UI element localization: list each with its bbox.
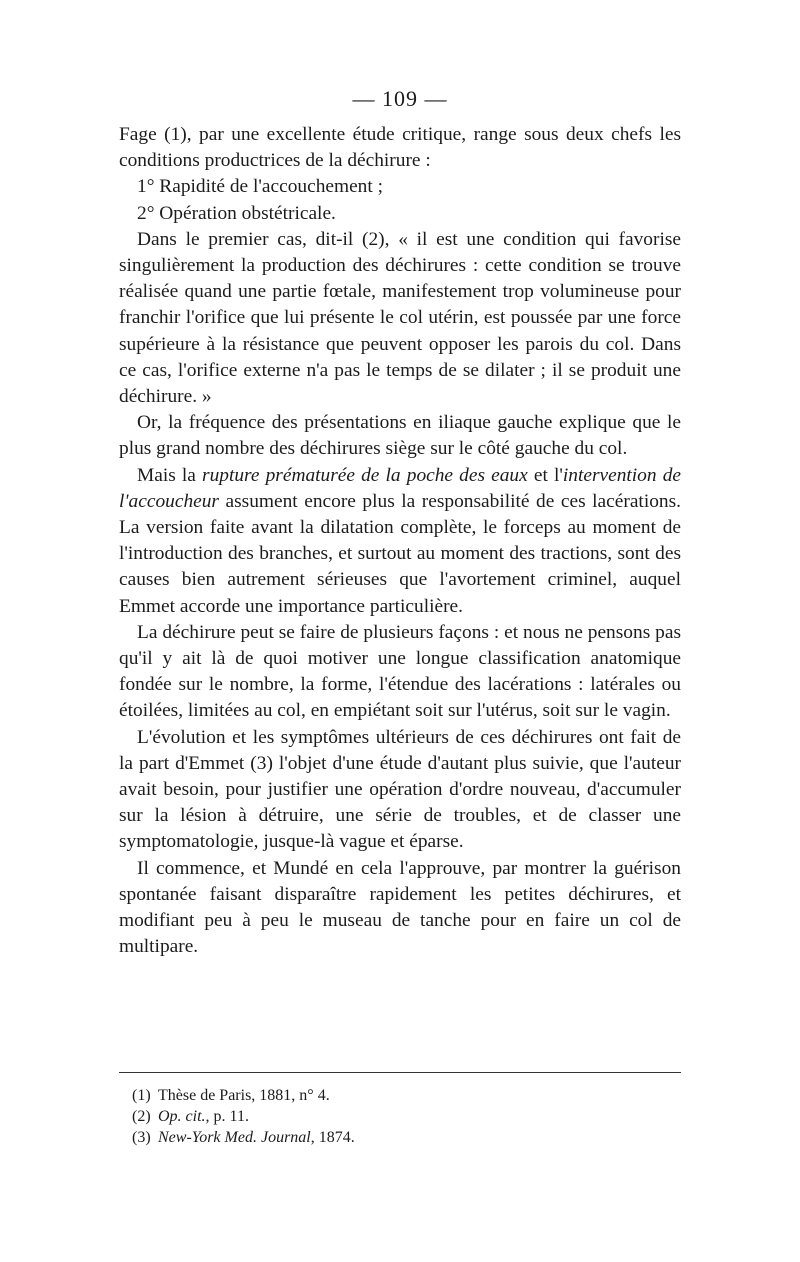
body-text: [119, 122, 681, 961]
text-run: et l': [527, 464, 563, 486]
footnote-text: , p. 11.: [205, 1108, 249, 1125]
footnote-divider: [119, 1072, 681, 1073]
text-run: assument encore plus la responsabilité de ces lacérations. La version faite avant la dilatation complète, le forceps au moment de l'introduction des branches, et surtout au moment des tractions, sont des causes bien autrement sérieuses que l'avortement criminel, auquel Emmet accorde une importance particulière.: [119, 490, 681, 617]
footnote: [132, 1127, 672, 1148]
footnote-label: (2): [132, 1108, 151, 1125]
footnote-italic: Op. cit.: [158, 1108, 206, 1125]
italic-run: rupture prématurée de la poche des eaux: [202, 464, 528, 486]
footnote-text: , 1874.: [310, 1129, 355, 1146]
footnote-label: (1): [132, 1087, 151, 1104]
paragraph-rupture: [119, 463, 681, 620]
footnotes: [132, 1085, 672, 1148]
paragraph-intro: Fage (1), par une excellente étude critique, range sous deux chefs les conditions productrices de la déchirure :: [119, 124, 681, 172]
paragraph-healing: Il commence, et Mundé en cela l'approuve, par montrer la guérison spontanée faisant disparaître rapidement les petites déchirures, et modifiant peu à peu le museau de tanche pour en faire un col de multipare.: [119, 857, 681, 958]
paragraph-forms: La déchirure peut se faire de plusieurs façons : et nous ne pensons pas qu'il y ait là de quoi motiver une longue classification anatomique fondée sur le nombre, la forme, l'étendue des lacérations : latérales ou étoilées, limitées au col, en empiétant soit sur l'utérus, soit sur le vagin.: [119, 621, 681, 722]
text-run: Mais la: [137, 464, 203, 486]
paragraph-quote: Dans le premier cas, dit-il (2), « il est une condition qui favorise singulièrement la production des déchirures : cette condition se trouve réalisée quand une partie fœtale, manifestement trop volumineuse pour franchir l'orifice que lui présente le col utérin, est poussée par une force supérieure à la résistance que peuvent opposer les parois du col. Dans ce cas, l'orifice externe n'a pas le temps de se dilater ; il se produit une déchirure. »: [119, 228, 681, 408]
paragraph-frequency: Or, la fréquence des présentations en iliaque gauche explique que le plus grand nombre des déchirures siège sur le côté gauche du col.: [119, 412, 681, 460]
list-item-operation: 2° Opération obstétricale.: [137, 202, 336, 224]
page-number: — 109 —: [352, 86, 448, 111]
footnote-text: Thèse de Paris, 1881, n° 4.: [158, 1087, 330, 1104]
italic-run: intervention de l'accoucheur: [119, 464, 681, 512]
footnote: [132, 1085, 672, 1106]
paragraph-evolution: L'évolution et les symptômes ultérieurs de ces déchirures ont fait de la part d'Emmet (3) l'objet d'une étude d'autant plus suivie, que l'auteur avait besoin, pour justifier une opération d'ordre nouveau, d'accumuler sur la lésion à détruire, une série de troubles, et de classer une symptomatologie, jusque-là vague et éparse.: [119, 726, 681, 853]
footnote-italic: New-York Med. Journal: [158, 1129, 311, 1146]
footnote: [132, 1106, 672, 1127]
list-item-rapidity: 1° Rapidité de l'accouchement ;: [137, 176, 383, 198]
footnote-label: (3): [132, 1129, 151, 1146]
